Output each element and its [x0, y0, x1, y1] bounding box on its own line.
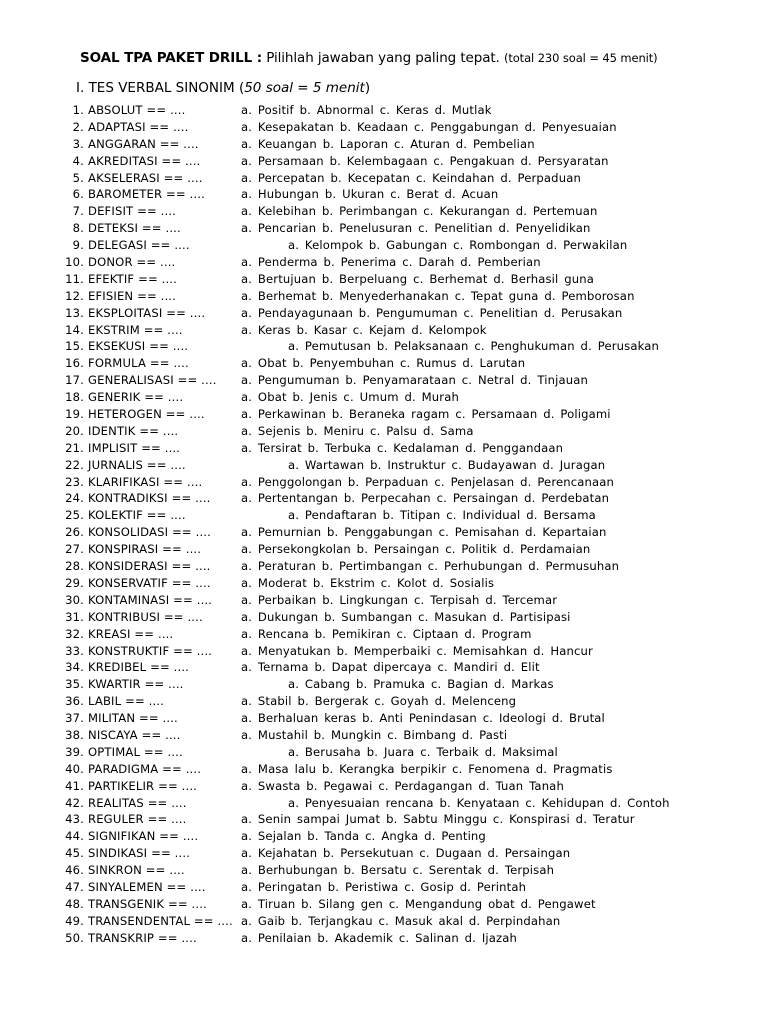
- question-number: 44.: [65, 829, 84, 844]
- question-word: EKSEKUSI == ....: [88, 339, 189, 354]
- answer-options: a. Berusaha b. Juara c. Terbaik d. Maksimal: [288, 744, 558, 759]
- question-number: 42.: [65, 795, 84, 810]
- answer-options: a. Penyesuaian rencana b. Kenyataan c. Kehidupan d. Contoh: [288, 795, 670, 810]
- answer-options: a. Penderma b. Penerima c. Darah d. Pemberian: [241, 255, 541, 270]
- answer-options: a. Senin sampai Jumat b. Sabtu Minggu c. Konspirasi d. Teratur: [241, 812, 635, 827]
- question-word: SIGNIFIKAN == ....: [88, 829, 199, 844]
- answer-options: a. Kejahatan b. Persekutuan c. Dugaan d. Persaingan: [241, 846, 571, 861]
- question-row: [0, 778, 768, 795]
- question-row: [0, 811, 768, 828]
- answer-options: a. Percepatan b. Kecepatan c. Keindahan d. Perpaduan: [241, 170, 581, 185]
- question-row: [0, 643, 768, 660]
- answer-options: a. Sejalan b. Tanda c. Angka d. Penting: [241, 829, 486, 844]
- answer-options: a. Keras b. Kasar c. Kejam d. Kelompok: [241, 322, 487, 337]
- answer-options: a. Dukungan b. Sumbangan c. Masukan d. Partisipasi: [241, 609, 571, 624]
- question-word: TRANSGENIK == ....: [88, 896, 207, 911]
- question-number: 21.: [65, 440, 84, 455]
- answer-options: a. Stabil b. Bergerak c. Goyah d. Melenceng: [241, 694, 517, 709]
- question-word: SINDIKASI == ....: [88, 846, 190, 861]
- question-number: 32.: [65, 626, 84, 641]
- question-number: 19.: [65, 407, 84, 422]
- question-number: 10.: [65, 255, 84, 270]
- question-word: KONSTRUKTIF == ....: [88, 643, 213, 658]
- question-word: DONOR == ....: [88, 255, 176, 270]
- instruction-text: Pilihlah jawaban yang paling tepat.: [266, 50, 500, 66]
- answer-options: a. Menyatukan b. Memperbaiki c. Memisahkan d. Hancur: [241, 643, 593, 658]
- question-number: 18.: [65, 390, 84, 405]
- question-row: [0, 795, 768, 812]
- question-word: KONTAMINASI == ....: [88, 592, 213, 607]
- answer-options: a. Ternama b. Dapat dipercaya c. Mandiri d. Elit: [241, 660, 540, 675]
- question-row: [0, 237, 768, 254]
- question-number: 14.: [65, 322, 84, 337]
- question-row: [0, 254, 768, 271]
- question-number: 30.: [65, 592, 84, 607]
- answer-options: a. Pencarian b. Penelusuran c. Penelitian d. Penyelidikan: [241, 221, 591, 236]
- question-word: AKREDITASI == ....: [88, 153, 201, 168]
- question-word: BAROMETER == ....: [88, 187, 205, 202]
- question-word: TRANSKRIP == ....: [88, 930, 197, 945]
- question-row: [0, 744, 768, 761]
- question-row: [0, 423, 768, 440]
- question-word: OPTIMAL == ....: [88, 744, 183, 759]
- question-number: 12.: [65, 288, 84, 303]
- question-word: KONTRIBUSI == ....: [88, 609, 203, 624]
- question-number: 49.: [65, 913, 84, 928]
- question-row: [0, 474, 768, 491]
- answer-options: a. Cabang b. Pramuka c. Bagian d. Markas: [288, 677, 554, 692]
- question-number: 45.: [65, 846, 84, 861]
- question-number: 1.: [72, 103, 84, 117]
- question-word: ADAPTASI == ....: [88, 119, 189, 134]
- question-row: [0, 879, 768, 896]
- question-number: 8.: [72, 221, 84, 236]
- question-number: 5.: [72, 170, 84, 185]
- answer-options: a. Kesepakatan b. Keadaan c. Penggabungan d. Penyesuaian: [241, 119, 617, 134]
- answer-options: a. Pengumuman b. Penyamarataan c. Netral d. Tinjauan: [241, 373, 588, 388]
- answer-options: a. Berhubungan b. Bersatu c. Serentak d. Terpisah: [241, 863, 555, 878]
- question-row: [0, 693, 768, 710]
- answer-options: a. Wartawan b. Instruktur c. Budayawan d. Juragan: [288, 457, 606, 472]
- question-word: SINYALEMEN == ....: [88, 879, 206, 894]
- question-word: EFEKTIF == ....: [88, 271, 177, 286]
- question-number: 20.: [65, 423, 84, 438]
- answer-options: a. Swasta b. Pegawai c. Perdagangan d. Tuan Tanah: [241, 778, 564, 793]
- question-number: 17.: [65, 373, 84, 388]
- page-title: SOAL TPA PAKET DRILL :: [80, 50, 263, 66]
- question-number: 29.: [65, 575, 84, 590]
- question-number: 9.: [72, 238, 84, 253]
- answer-options: a. Moderat b. Ekstrim c. Kolot d. Sosialis: [241, 575, 495, 590]
- question-row: [0, 136, 768, 153]
- question-row: [0, 659, 768, 676]
- question-row: [0, 457, 768, 474]
- question-word: DELEGASI == ....: [88, 238, 190, 253]
- answer-options: a. Pemutusan b. Pelaksanaan c. Penghukuman d. Perusakan: [288, 339, 660, 354]
- answer-options: a. Penilaian b. Akademik c. Salinan d. Ijazah: [241, 930, 518, 945]
- question-word: KONSPIRASI == ....: [88, 542, 202, 557]
- answer-options: a. Pemurnian b. Penggabungan c. Pemisahan d. Kepartaian: [241, 525, 607, 540]
- question-row: [0, 558, 768, 575]
- question-word: KREDIBEL == ....: [88, 660, 190, 675]
- page-header: [80, 49, 750, 67]
- question-number: 50.: [65, 930, 84, 945]
- answer-options: a. Rencana b. Pemikiran c. Ciptaan d. Program: [241, 626, 532, 641]
- question-word: AKSELERASI == ....: [88, 170, 203, 185]
- question-word: GENERALISASI == ....: [88, 373, 217, 388]
- question-row: [0, 913, 768, 930]
- answer-options: a. Peraturan b. Pertimbangan c. Perhubungan d. Permusuhan: [241, 559, 620, 574]
- question-number: 13.: [65, 305, 84, 320]
- question-row: [0, 406, 768, 423]
- answer-options: a. Obat b. Penyembuhan c. Rumus d. Larutan: [241, 356, 526, 371]
- question-row: [0, 186, 768, 203]
- answer-options: a. Masa lalu b. Kerangka berpikir c. Fenomena d. Pragmatis: [241, 761, 613, 776]
- question-row: [0, 541, 768, 558]
- question-word: ANGGARAN == ....: [88, 136, 199, 151]
- question-row: [0, 896, 768, 913]
- question-number: 3.: [72, 136, 84, 151]
- question-number: 7.: [72, 204, 84, 219]
- question-word: KREASI == ....: [88, 626, 174, 641]
- question-word: KWARTIR == ....: [88, 677, 184, 692]
- question-number: 40.: [65, 761, 84, 776]
- question-row: [0, 676, 768, 693]
- question-number: 4.: [72, 153, 84, 168]
- question-word: EFISIEN == ....: [88, 288, 176, 303]
- question-word: SINKRON == ....: [88, 863, 185, 878]
- question-number: 47.: [65, 879, 84, 894]
- question-word: REALITAS == ....: [88, 795, 187, 810]
- question-row: [0, 220, 768, 237]
- question-row: [0, 288, 768, 305]
- question-number: 39.: [65, 744, 84, 759]
- question-row: [0, 727, 768, 744]
- question-row: [0, 609, 768, 626]
- question-row: [0, 575, 768, 592]
- question-number: 23.: [65, 474, 84, 489]
- question-row: [0, 372, 768, 389]
- answer-options: a. Pendaftaran b. Titipan c. Individual d. Bersama: [288, 508, 596, 523]
- question-word: KOLEKTIF == ....: [88, 508, 186, 523]
- question-row: [0, 490, 768, 507]
- question-number: 27.: [65, 542, 84, 557]
- question-list: [0, 102, 768, 947]
- question-row: [0, 828, 768, 845]
- question-number: 36.: [65, 694, 84, 709]
- answer-options: a. Keuangan b. Laporan c. Aturan d. Pembelian: [241, 136, 535, 151]
- question-row: [0, 862, 768, 879]
- question-word: DETEKSI == ....: [88, 221, 181, 236]
- question-number: 37.: [65, 711, 84, 726]
- question-word: NISCAYA == ....: [88, 727, 181, 742]
- section-close: ): [364, 80, 371, 96]
- question-number: 38.: [65, 727, 84, 742]
- question-word: JURNALIS == ....: [88, 457, 186, 472]
- answer-options: a. Mustahil b. Mungkin c. Bimbang d. Pasti: [241, 727, 508, 742]
- question-word: GENERIK == ....: [88, 390, 184, 405]
- answer-options: a. Bertujuan b. Berpeluang c. Berhemat d. Berhasil guna: [241, 271, 594, 286]
- question-row: [0, 355, 768, 372]
- question-row: [0, 524, 768, 541]
- answer-options: a. Penggolongan b. Perpaduan c. Penjelasan d. Perencanaan: [241, 474, 615, 489]
- section-subtitle: 50 soal = 5 menit: [244, 80, 365, 96]
- answer-options: a. Sejenis b. Meniru c. Palsu d. Sama: [241, 423, 474, 438]
- question-row: [0, 592, 768, 609]
- question-row: [0, 153, 768, 170]
- question-number: 43.: [65, 812, 84, 827]
- answer-options: a. Pendayagunaan b. Pengumuman c. Penelitian d. Perusakan: [241, 305, 623, 320]
- question-row: [0, 440, 768, 457]
- answer-options: a. Positif b. Abnormal c. Keras d. Mutlak: [241, 103, 492, 117]
- question-word: KONSERVATIF == ....: [88, 575, 211, 590]
- question-number: 31.: [65, 609, 84, 624]
- question-word: MILITAN == ....: [88, 711, 178, 726]
- answer-options: a. Tersirat b. Terbuka c. Kedalaman d. Penggandaan: [241, 440, 564, 455]
- question-word: LABIL == ....: [88, 694, 164, 709]
- question-word: KONTRADIKSI == ....: [88, 491, 211, 506]
- question-row: [0, 305, 768, 322]
- question-number: 33.: [65, 643, 84, 658]
- section-title: I. TES VERBAL SINONIM (: [76, 80, 245, 96]
- question-number: 41.: [65, 778, 84, 793]
- question-number: 15.: [65, 339, 84, 354]
- question-row: [0, 338, 768, 355]
- question-number: 11.: [65, 271, 84, 286]
- question-word: REGULER == ....: [88, 812, 187, 827]
- answer-options: a. Gaib b. Terjangkau c. Masuk akal d. Perpindahan: [241, 913, 561, 928]
- question-word: IMPLISIT == ....: [88, 440, 181, 455]
- question-word: TRANSENDENTAL == ....: [88, 913, 233, 928]
- question-word: KLARIFIKASI == ....: [88, 474, 203, 489]
- question-row: [0, 322, 768, 339]
- question-number: 2.: [72, 119, 84, 134]
- question-number: 22.: [65, 457, 84, 472]
- answer-options: a. Perbaikan b. Lingkungan c. Terpisah d. Tercemar: [241, 592, 558, 607]
- question-row: [0, 710, 768, 727]
- question-word: KONSOLIDASI == ....: [88, 525, 211, 540]
- answer-options: a. Kelompok b. Gabungan c. Rombongan d. Perwakilan: [288, 238, 628, 253]
- answer-options: a. Pertentangan b. Perpecahan c. Persaingan d. Perdebatan: [241, 491, 610, 506]
- question-number: 24.: [65, 491, 84, 506]
- answer-options: a. Peringatan b. Peristiwa c. Gosip d. Perintah: [241, 879, 527, 894]
- answer-options: a. Berhemat b. Menyederhanakan c. Tepat guna d. Pemborosan: [241, 288, 635, 303]
- question-word: ABSOLUT == ....: [88, 103, 186, 117]
- question-row: [0, 389, 768, 406]
- question-row: [0, 170, 768, 187]
- question-row: [0, 930, 768, 947]
- question-number: 25.: [65, 508, 84, 523]
- question-word: KONSIDERASI == ....: [88, 559, 211, 574]
- question-word: PARTIKELIR == ....: [88, 778, 197, 793]
- question-word: DEFISIT == ....: [88, 204, 176, 219]
- question-number: 34.: [65, 660, 84, 675]
- answer-options: a. Berhaluan keras b. Anti Penindasan c. Ideologi d. Brutal: [241, 711, 605, 726]
- question-number: 6.: [72, 187, 84, 202]
- answer-options: a. Hubungan b. Ukuran c. Berat d. Acuan: [241, 187, 499, 202]
- answer-options: a. Persamaan b. Kelembagaan c. Pengakuan d. Persyaratan: [241, 153, 609, 168]
- question-number: 46.: [65, 863, 84, 878]
- answer-options: a. Persekongkolan b. Persaingan c. Politik d. Perdamaian: [241, 542, 591, 557]
- question-row: [0, 761, 768, 778]
- total-info: (total 230 soal = 45 menit): [503, 51, 658, 65]
- question-word: EKSTRIM == ....: [88, 322, 183, 337]
- question-number: 26.: [65, 525, 84, 540]
- question-number: 28.: [65, 559, 84, 574]
- question-row: [0, 507, 768, 524]
- section-heading: [76, 79, 370, 97]
- question-number: 48.: [65, 896, 84, 911]
- question-word: IDENTIK == ....: [88, 423, 179, 438]
- answer-options: a. Obat b. Jenis c. Umum d. Murah: [241, 390, 459, 405]
- answer-options: a. Perkawinan b. Beraneka ragam c. Persamaan d. Poligami: [241, 407, 611, 422]
- question-row: [0, 203, 768, 220]
- question-number: 35.: [65, 677, 84, 692]
- question-word: HETEROGEN == ....: [88, 407, 205, 422]
- answer-options: a. Kelebihan b. Perimbangan c. Kekurangan d. Pertemuan: [241, 204, 598, 219]
- question-row: [0, 626, 768, 643]
- question-word: EKSPLOITASI == ....: [88, 305, 206, 320]
- question-row: [0, 119, 768, 136]
- question-row: [0, 271, 768, 288]
- answer-options: a. Tiruan b. Silang gen c. Mengandung obat d. Pengawet: [241, 896, 596, 911]
- question-word: FORMULA == ....: [88, 356, 189, 371]
- question-word: PARADIGMA == ....: [88, 761, 202, 776]
- question-number: 16.: [65, 356, 84, 371]
- question-row: [0, 845, 768, 862]
- question-row: [0, 102, 768, 119]
